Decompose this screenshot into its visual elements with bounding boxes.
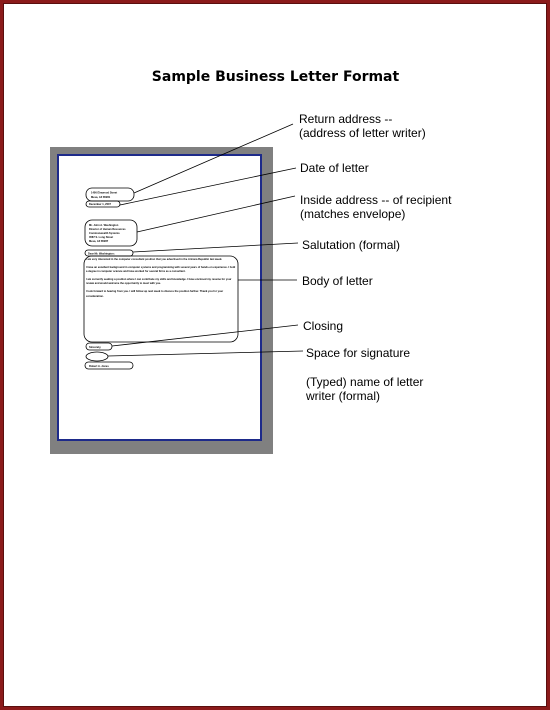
return-address-line: 1400 Elmwood Street: [91, 191, 118, 195]
leader-line-date: [120, 168, 296, 205]
inside-address-line: Mr. John A. Washington: [89, 224, 119, 227]
callout-date: Date of letter: [300, 161, 369, 175]
body-paragraph: I have an excellent background in computer systems and programming with several years of hands-on experience. I hold a degree in computer science and have worked for several firms as a consultant.: [86, 266, 236, 274]
date-block: [86, 201, 120, 207]
callout-salutation: Salutation (formal): [302, 238, 401, 252]
callout-typed-name: (Typed) name of letter writer (formal): [306, 375, 424, 403]
leader-line-return-address: [134, 124, 293, 193]
typed-name-block: [85, 362, 133, 369]
inside-address-block: [85, 220, 137, 246]
leader-line-signature: [108, 351, 303, 356]
body-paragraph: I am very interested in the computer consultant position that you advertised in the Arizona Republic last week.: [86, 258, 223, 261]
closing-text: Sincerely,: [89, 346, 102, 349]
leader-line-salutation: [133, 243, 298, 252]
body-paragraph: I look forward to hearing from you. I will follow up next week to discuss the position further. Thank you for your consideration.: [86, 290, 224, 298]
inside-address-line: Mesa, AZ 85287: [89, 240, 109, 243]
inside-address-line: Commonwealth Systems: [89, 232, 120, 235]
inside-address-line: 3587 S. Long Street: [89, 236, 114, 239]
callout-signature: Space for signature: [306, 346, 411, 360]
leader-line-inside-address: [137, 196, 295, 232]
closing-block: [86, 343, 112, 350]
signature-space: [86, 352, 108, 361]
body-paragraph: I am currently seeking a position where I can contribute my skills and knowledge. I have enclosed my resume for your review and would welcome the opportunity to meet with you.: [86, 278, 232, 286]
salutation-text: Dear Mr. Washington:: [88, 252, 115, 256]
salutation-block: [85, 250, 133, 256]
return-address-line: Mesa, AZ 85281: [91, 196, 111, 199]
body-block: [84, 256, 238, 342]
callout-return-address: Return address -- (address of letter writer): [299, 112, 426, 140]
callout-inside-address: Inside address -- of recipient (matches envelope): [300, 193, 452, 221]
letter-date: December 1, 2007: [89, 203, 111, 206]
callout-closing: Closing: [303, 319, 344, 333]
callout-body: Body of letter: [302, 274, 373, 288]
return-address-block: [86, 188, 134, 201]
diagram-title: Sample Business Letter Format: [151, 69, 400, 85]
typed-name-text: Robert A. Jones: [89, 365, 109, 368]
inside-address-line: Director of Human Resources: [89, 228, 126, 231]
